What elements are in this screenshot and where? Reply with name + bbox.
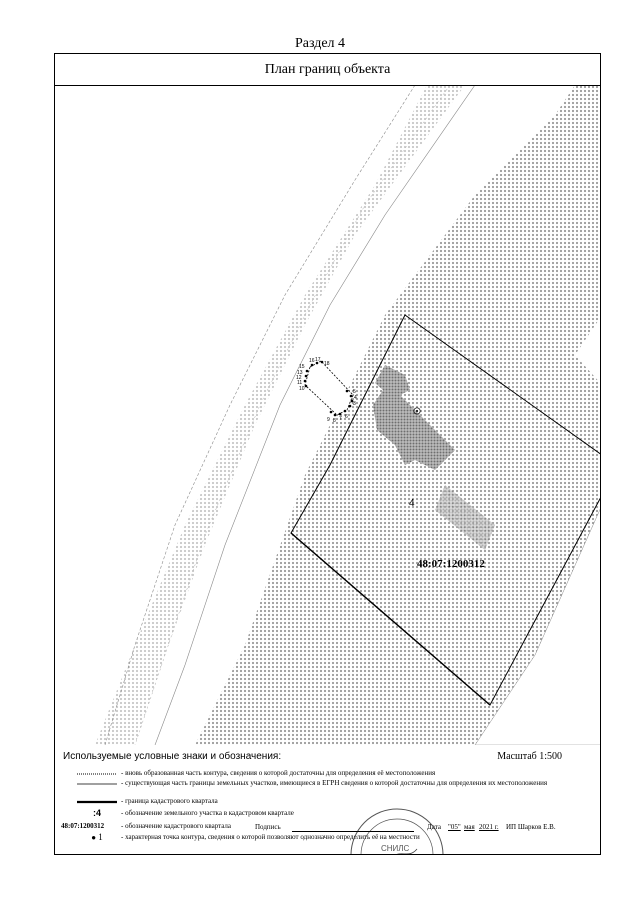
signature-line: [292, 831, 414, 832]
plan-frame: [54, 53, 601, 881]
point-label: 10: [299, 386, 305, 392]
legend-heading: Используемые условные знаки и обозначения:: [63, 751, 282, 762]
date-day: "05": [448, 823, 461, 831]
boundary-map: [55, 85, 601, 745]
point-label: 5: [353, 389, 356, 395]
point-label: 16: [309, 358, 315, 364]
point-label: 8: [333, 418, 336, 424]
date-label: Дата: [427, 823, 441, 831]
existing-boundary-symbol: [75, 780, 119, 788]
point-label: 4: [354, 395, 357, 401]
point-symbol: ● 1: [91, 832, 103, 842]
section-title: Раздел 4: [294, 36, 346, 51]
date-month: мая: [464, 823, 475, 831]
scale-label: Масштаб 1:500: [497, 751, 562, 762]
point-label: 18: [324, 361, 330, 367]
plan-title: План границ объекта: [55, 54, 600, 86]
legend: Используемые условные знаки и обозначения: Масштаб 1:500 - вновь образованная часть контура, сведения о которой достаточны для определения её местоположения - существующая часть границы земельных участков, имеющиеся в ЕГРН сведения о которой достаточны для определения их местоположения - граница кадастрового квартала :4 - обозначение земельного участка в кадастровом квартале 48:07:1200312 - обозначение кадастрового квартала ● 1 - характерная точка контура, сведения о которой позволяют однозначно определить её на местности СНИЛС № 067-396-928-14: [55, 745, 601, 855]
parcel-number: 4: [409, 498, 415, 509]
date-year: 2021 г.: [479, 823, 499, 831]
signer-name: ИП Шарков Е.В.: [506, 823, 556, 831]
new-contour-symbol: [75, 770, 119, 778]
quarter-boundary-symbol: [75, 798, 119, 806]
seal-stamp-icon: СНИЛС № 067-396-928-14: [347, 805, 447, 855]
cadastral-quarter-label: 48:07:1200312: [417, 558, 485, 570]
point-label: 3: [353, 401, 356, 407]
point-label: 9: [327, 417, 330, 423]
point-label: 17: [315, 357, 321, 363]
signature-label: Подпись: [255, 823, 281, 831]
point-label: 15: [299, 364, 305, 370]
new-contour: [305, 361, 353, 415]
point-label: 6: [345, 414, 348, 420]
point-label: 7: [339, 416, 342, 422]
point-label: 12: [296, 375, 302, 381]
svg-text:СНИЛС: СНИЛС: [381, 844, 410, 853]
point-label: 13: [297, 370, 303, 376]
point-label: 11: [297, 380, 303, 386]
